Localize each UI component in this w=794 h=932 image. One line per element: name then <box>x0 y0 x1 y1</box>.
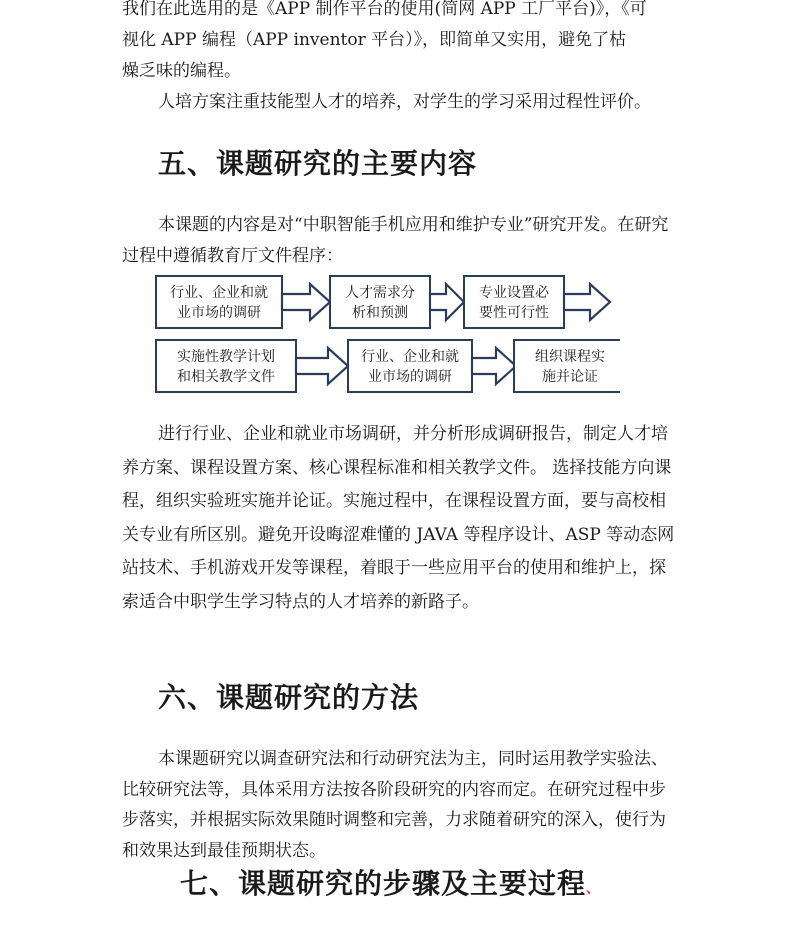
intro-line: 我们在此选用的是《APP 制作平台的使用(简网 APP 工厂平台)》，《可 <box>122 0 647 19</box>
flow-box-text: 行业、企业和就 <box>170 285 268 301</box>
flow-arrow-icon <box>430 284 464 320</box>
section-5-heading: 五、课题研究的主要内容 <box>158 147 478 180</box>
flow-arrow-icon <box>564 284 610 320</box>
flow-box-text: 实施性教学计划 <box>177 349 275 365</box>
flow-box-text: 人才需求分 <box>345 285 415 301</box>
flow-box-text: 组织课程实 <box>535 349 605 365</box>
flow-box-text: 业市场的调研 <box>177 305 261 321</box>
flow-box-text: 要性可行性 <box>479 305 549 321</box>
section-6-heading: 六、课题研究的方法 <box>158 681 420 714</box>
flow-box-text: 业市场的调研 <box>368 369 452 385</box>
section-5-lead: 本课题的内容是对“中职智能手机应用和维护专业”研究开发。在研究过程中遵循教育厅文件程序： <box>122 215 669 266</box>
flow-arrow-icon <box>296 348 348 384</box>
flow-arrow-icon <box>472 348 516 384</box>
section-5-body: 进行行业、企业和就业市场调研，并分析形成调研报告，制定人才培养方案、课程设置方案、核心课程标准和相关教学文件。 选择技能方向课程，组织实验班实施并论证。实施过程中，在课程设置方面，要与高校相关专业有所区别。避免开设晦涩难懂的 JAVA 等程序设计、ASP 等动态网站技术、手机游戏开发等课程，着眼于一些应用平台的使用和维护上，探索适合中职学生学习特点的人才培养的新路子。 <box>122 424 675 612</box>
flow-box-text: 行业、企业和就 <box>361 349 459 365</box>
intro-line: 燥乏味的编程。 <box>122 61 241 81</box>
intro-paragraph <box>122 0 678 118</box>
flow-box-text: 专业设置必 <box>479 285 549 301</box>
intro-line: 人培方案注重技能型人才的培养，对学生的学习采用过程性评价。 <box>158 92 651 112</box>
flow-box-text: 和相关教学文件 <box>177 369 275 385</box>
section-7-heading <box>180 862 601 902</box>
section-7-mark: 、 <box>586 881 602 897</box>
flow-box-text: 析和预测 <box>352 305 408 321</box>
section-6-body: 本课题研究以调查研究法和行动研究法为主，同时运用教学实验法、比较研究法等，具体采用方法按各阶段研究的内容而定。在研究过程中步步落实，并根据实际效果随时调整和完善，力求随着研究的深入，使行为和效果达到最佳预期状态。 <box>122 749 668 861</box>
process-flow-diagram <box>150 272 620 396</box>
intro-line: 视化 APP 编程（APP inventor 平台）》，即简单又实用，避免了枯 <box>122 30 627 50</box>
section-7-heading-text: 七、课题研究的步骤及主要过程 <box>180 867 587 900</box>
flow-box-text: 施并论证 <box>542 369 598 385</box>
flow-arrow-icon <box>282 284 330 320</box>
